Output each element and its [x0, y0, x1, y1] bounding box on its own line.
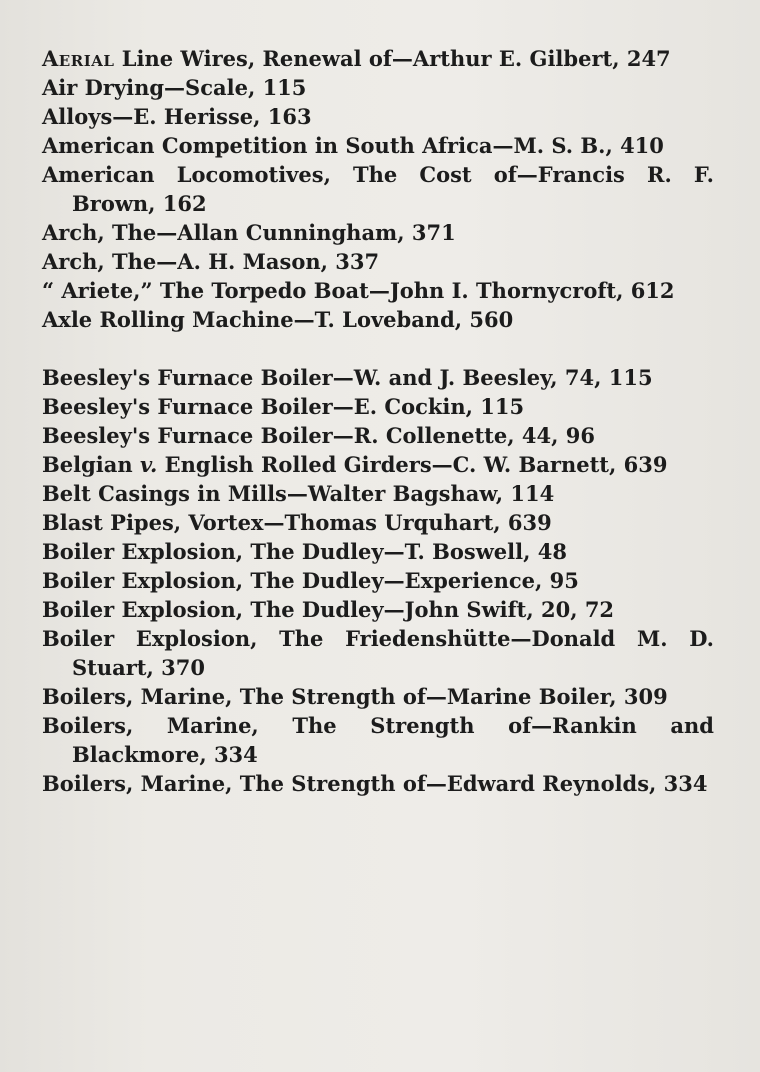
index-entry: Alloys—E. Herisse, 163	[42, 104, 312, 129]
index-entry: Blast Pipes, Vortex—Thomas Urquhart, 639	[42, 510, 552, 535]
index-entry: Beesley's Furnace Boiler—E. Cockin, 115	[42, 394, 525, 419]
index-entry: Belt Casings in Mills—Walter Bagshaw, 114	[42, 481, 555, 506]
entry-text: Belgian	[42, 452, 140, 477]
index-entry: “ Ariete,” The Torpedo Boat—John I. Thornycroft, 612	[42, 278, 675, 303]
index-entry: Arch, The—A. H. Mason, 337	[42, 249, 380, 274]
index-entry: Boilers, Marine, The Strength of—Rankin and Blackmore, 334	[42, 713, 714, 767]
index-entry: Boiler Explosion, The Friedenshütte—Donald M. D. Stuart, 370	[42, 626, 714, 680]
index-listing	[42, 44, 714, 798]
index-entry: Axle Rolling Machine—T. Loveband, 560	[42, 307, 514, 332]
index-entry	[42, 450, 714, 479]
index-entry: Boiler Explosion, The Dudley—T. Boswell, 48	[42, 539, 567, 564]
index-entry: Boilers, Marine, The Strength of—Edward Reynolds, 334	[42, 771, 708, 796]
index-entry: American Competition in South Africa—M. S. B., 410	[42, 133, 664, 158]
index-entry: Boiler Explosion, The Dudley—John Swift, 20, 72	[42, 597, 615, 622]
index-entry: Air Drying—Scale, 115	[42, 75, 307, 100]
entry-italic: v.	[139, 452, 158, 477]
index-entry: American Locomotives, The Cost of—Francis R. F. Brown, 162	[42, 162, 714, 216]
index-entry: Boilers, Marine, The Strength of—Marine Boiler, 309	[42, 684, 668, 709]
index-entry: Beesley's Furnace Boiler—W. and J. Beesley, 74, 115	[42, 365, 653, 390]
entry-text: English Rolled Girders—C. W. Barnett, 639	[157, 452, 668, 477]
index-entry: Arch, The—Allan Cunningham, 371	[42, 220, 456, 245]
index-entry	[42, 44, 714, 73]
section-gap	[42, 334, 714, 363]
entry-text: Line Wires, Renewal of—Arthur E. Gilbert, 247	[114, 46, 671, 71]
index-entry: Boiler Explosion, The Dudley—Experience, 95	[42, 568, 579, 593]
entry-lead-word: Aerial	[42, 46, 115, 71]
index-entry: Beesley's Furnace Boiler—R. Collenette, 44, 96	[42, 423, 595, 448]
